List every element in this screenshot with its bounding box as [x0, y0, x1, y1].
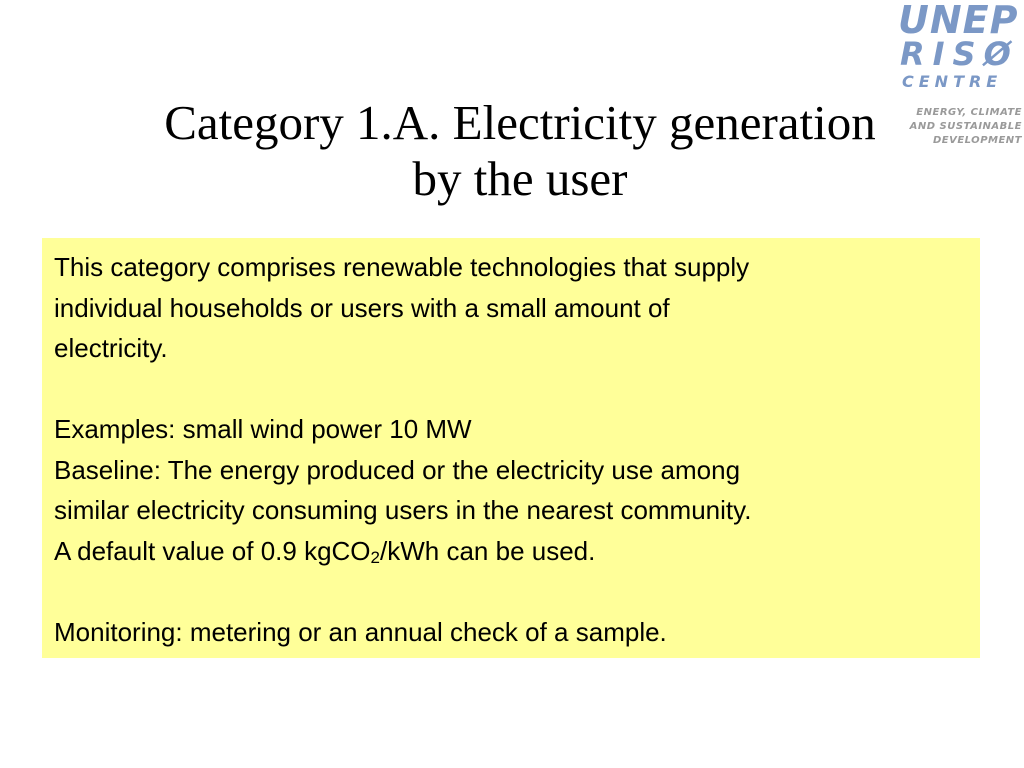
- logo-centre-text: CENTRE: [902, 72, 1003, 91]
- content-box: [42, 238, 980, 658]
- default-value-before: A default value of 0.9 kgCO: [54, 535, 371, 566]
- default-value-text: [54, 531, 984, 572]
- monitoring-text: Monitoring: metering or an annual check of a sample.: [54, 616, 667, 647]
- description-line-1: This category comprises renewable technologies that supply: [54, 252, 750, 282]
- default-value-after: /kWh can be used.: [380, 535, 596, 566]
- description-line-2: individual households or users with a small amount of: [54, 292, 670, 323]
- content-text: [54, 247, 984, 652]
- logo-tagline: ENERGY, CLIMATE AND SUSTAINABLE DEVELOPMENT: [909, 107, 1022, 146]
- examples-text: Examples: small wind power 10 MW: [54, 414, 472, 444]
- paragraph-gap: [54, 369, 984, 410]
- co2-subscript: 2: [370, 547, 381, 567]
- description-line-3: electricity.: [54, 333, 168, 363]
- logo-unep-text: UNEP: [898, 0, 1019, 42]
- slide-title: [0, 95, 1024, 207]
- logo-riso-text: RISØ: [900, 35, 1019, 73]
- baseline-line-1: Baseline: The energy produced or the electricity use among: [54, 454, 741, 485]
- slide-title-line-2: by the user: [412, 151, 628, 206]
- slide-title-line-1: Category 1.A. Electricity generation: [164, 95, 876, 150]
- paragraph-gap: [54, 571, 984, 612]
- baseline-line-2: similar electricity consuming users in the nearest community.: [54, 495, 752, 525]
